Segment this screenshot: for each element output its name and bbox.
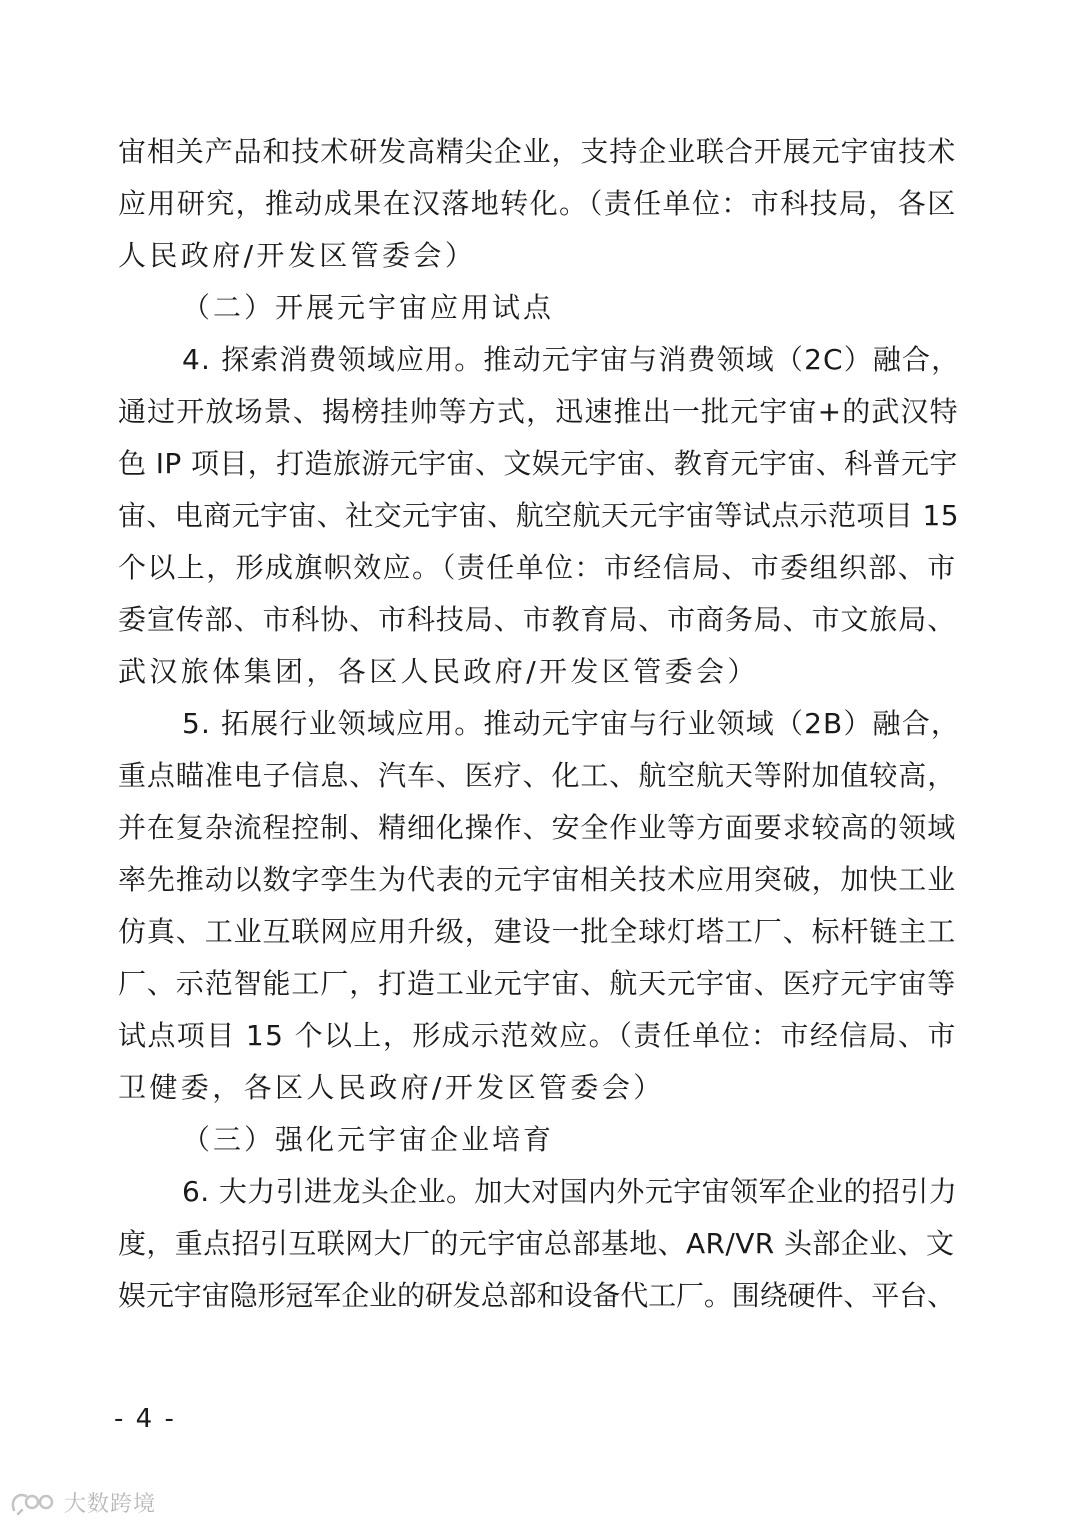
text-line: 宙相关产品和技术研发高精尖企业，支持企业联合开展元宇宙技术 bbox=[118, 135, 957, 168]
text-line: 色 IP 项目，打造旅游元宇宙、文娱元宇宙、教育元宇宙、科普元宇 bbox=[118, 447, 958, 480]
text-line: 人民政府/开发区管委会） bbox=[118, 239, 477, 272]
text-line: 通过开放场景、揭榜挂帅等方式，迅速推出一批元宇宙+的武汉特 bbox=[118, 395, 959, 428]
text-line: 厂、示范智能工厂，打造工业元宇宙、航天元宇宙、医疗元宇宙等 bbox=[118, 967, 957, 1000]
watermark-text: 大数跨境 bbox=[64, 1491, 157, 1517]
text-line: 应用研究，推动成果在汉落地转化。（责任单位：市科技局，各区 bbox=[118, 187, 957, 220]
text-line: 仿真、工业互联网应用升级，建设一批全球灯塔工厂、标杆链主工 bbox=[118, 915, 957, 948]
text-line: 重点瞄准电子信息、汽车、医疗、化工、航空航天等附加值较高， bbox=[118, 759, 957, 792]
text-line: 卫健委，各区人民政府/开发区管委会） bbox=[118, 1071, 665, 1104]
text-line: 率先推动以数字孪生为代表的元宇宙相关技术应用突破，加快工业 bbox=[118, 863, 957, 896]
section-heading: （三）强化元宇宙企业培育 bbox=[182, 1123, 555, 1156]
text-line: 武汉旅体集团，各区人民政府/开发区管委会） bbox=[118, 655, 759, 688]
text-line: 度，重点招引互联网大厂的元宇宙总部基地、AR/VR 头部企业、文 bbox=[118, 1227, 955, 1260]
text-line: 6. 大力引进龙头企业。加大对国内外元宇宙领军企业的招引力 bbox=[182, 1175, 958, 1208]
section-heading: （二）开展元宇宙应用试点 bbox=[182, 291, 555, 324]
watermark bbox=[8, 1486, 156, 1518]
text-line: 5. 拓展行业领域应用。推动元宇宙与行业领域（2B）融合， bbox=[182, 707, 960, 740]
text-line: 宙、电商元宇宙、社交元宇宙、航空航天元宇宙等试点示范项目 15 bbox=[118, 499, 959, 532]
text-line: 4. 探索消费领域应用。推动元宇宙与消费领域（2C）融合， bbox=[182, 343, 961, 376]
text-line: 娱元宇宙隐形冠军企业的研发总部和设备代工厂。围绕硬件、平台、 bbox=[118, 1279, 956, 1312]
text-line: 个以上，形成旗帜效应。（责任单位：市经信局、市委组织部、市 bbox=[118, 551, 957, 584]
page-number: - 4 - bbox=[114, 1404, 176, 1434]
watermark-logo-icon bbox=[8, 1488, 60, 1516]
text-line: 并在复杂流程控制、精细化操作、安全作业等方面要求较高的领域 bbox=[118, 811, 957, 844]
text-line: 试点项目 15 个以上，形成示范效应。（责任单位：市经信局、市 bbox=[118, 1019, 957, 1052]
document-body bbox=[118, 126, 960, 1322]
text-line: 委宣传部、市科协、市科技局、市教育局、市商务局、市文旅局、 bbox=[118, 603, 957, 636]
